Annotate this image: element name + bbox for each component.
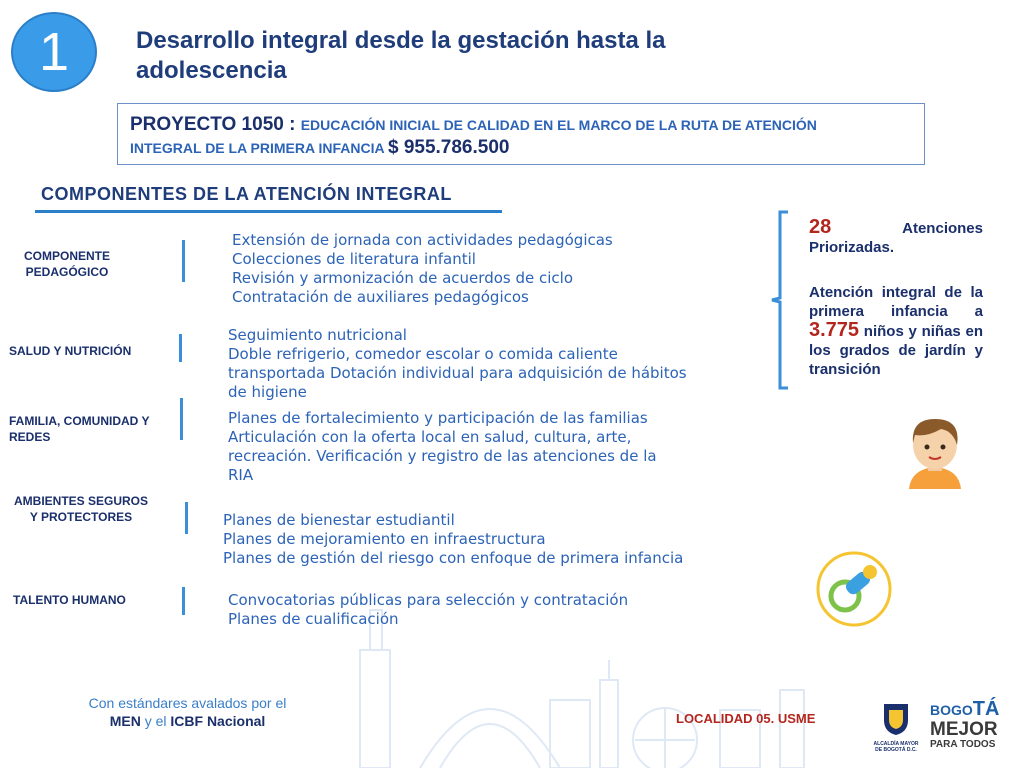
component-label-line: SALUD Y NUTRICIÓN: [9, 344, 132, 358]
standards-note: [60, 694, 315, 730]
component-items-pedagogico: [232, 231, 613, 307]
summary-attentions: [809, 218, 983, 257]
component-label-line: AMBIENTES SEGUROS: [13, 494, 148, 508]
list-item: Planes de fortalecimiento y participación de las familias: [228, 409, 648, 427]
list-item: Convocatorias públicas para selección y contratación: [228, 591, 629, 609]
list-item: Planes de cualificación: [228, 610, 399, 628]
component-label-line: REDES: [9, 430, 51, 444]
component-label-line: Y PROTECTORES: [29, 510, 133, 524]
project-label: PROYECTO 1050 :: [130, 114, 296, 135]
list-item: Seguimiento nutricional: [228, 326, 407, 344]
list-item: Colecciones de literatura infantil: [232, 250, 476, 268]
component-divider-bar: [180, 398, 183, 440]
components-heading: COMPONENTES DE LA ATENCIÓN INTEGRAL: [41, 184, 452, 204]
project-line-2: [130, 137, 912, 159]
list-item: transportada Dotación individual para adquisición de hábitos: [228, 364, 687, 382]
alcaldia-line2: DE BOGOTÁ D.C.: [875, 747, 917, 753]
bogota-mejor-logo: [930, 700, 1015, 751]
logo-para-todos: PARA TODOS: [930, 739, 996, 750]
men-label: MEN: [109, 713, 141, 729]
component-items-salud: [228, 326, 687, 402]
project-name-part2: INTEGRAL DE LA PRIMERA INFANCIA: [130, 140, 385, 156]
list-item: de higiene: [228, 383, 307, 401]
list-item: recreación. Verificación y registro de las atenciones de la: [228, 447, 657, 465]
icbf-label: ICBF Nacional: [170, 713, 266, 729]
component-label-talento: [13, 592, 126, 608]
alcaldia-line1: ALCALDÍA MAYOR: [873, 741, 919, 747]
logo-mejor: MEJOR: [930, 719, 998, 740]
coverage-prefix: Atención integral de la primera infancia a: [809, 284, 983, 320]
component-label-line: FAMILIA, COMUNIDAD Y: [9, 414, 150, 428]
standards-line2: [60, 712, 315, 730]
component-label-line: TALENTO HUMANO: [13, 593, 126, 607]
child-face-icon: [903, 415, 967, 489]
project-line-1: [130, 113, 912, 137]
logo-bogo: BOGO: [930, 702, 973, 718]
section-number-badge: 1: [11, 12, 97, 92]
component-label-line: PEDAGÓGICO: [25, 265, 109, 279]
component-label-line: COMPONENTE: [23, 249, 110, 263]
list-item: Contratación de auxiliares pedagógicos: [232, 288, 529, 306]
project-box: [117, 103, 925, 165]
children-number: 3.775: [809, 319, 860, 341]
component-divider-bar: [179, 334, 182, 362]
list-item: Extensión de jornada con actividades pedagógicas: [232, 231, 613, 249]
component-divider-bar: [182, 240, 185, 282]
component-label-salud: [9, 343, 131, 359]
list-item: RIA: [228, 466, 254, 484]
coat-of-arms-icon: [881, 702, 911, 736]
list-item: Revisión y armonización de acuerdos de ciclo: [232, 269, 573, 287]
alcaldia-logo: [868, 702, 924, 753]
component-label-pedagogico: [17, 248, 117, 280]
component-items-familia: [228, 409, 657, 485]
summary-coverage: [809, 283, 983, 379]
component-items-ambientes: [223, 511, 683, 568]
list-item: Planes de mejoramiento en infraestructura: [223, 530, 546, 548]
list-item: Doble refrigerio, comedor escolar o comida caliente: [228, 345, 618, 363]
summary-bracket: [770, 210, 792, 390]
logo-ta: TÁ: [972, 698, 1000, 720]
page-title: Desarrollo integral desde la gestación hasta la adolescencia: [136, 27, 666, 84]
component-divider-bar: [185, 502, 188, 534]
components-heading-underline: [35, 210, 502, 213]
pacifier-icon: [815, 550, 893, 628]
project-amount: $ 955.786.500: [387, 137, 510, 158]
list-item: Articulación con la oferta local en salud, cultura, arte,: [228, 428, 632, 446]
standards-line1: Con estándares avalados por el: [88, 695, 287, 711]
component-label-familia: [9, 413, 149, 445]
list-item: Planes de gestión del riesgo con enfoque de primera infancia: [223, 549, 684, 567]
attentions-text: Atenciones Priorizadas.: [809, 220, 983, 256]
component-items-talento: [228, 591, 628, 629]
connector-text: y el: [144, 713, 167, 729]
coverage-suffix: niños y niñas en los grados de jardín y transición: [809, 323, 983, 378]
project-name-part1: EDUCACIÓN INICIAL DE CALIDAD EN EL MARCO DE LA RUTA DE ATENCIÓN: [300, 117, 817, 133]
component-divider-bar: [182, 587, 185, 615]
localidad-label: LOCALIDAD 05. USME: [676, 711, 816, 726]
component-label-ambientes: [7, 493, 155, 525]
attentions-number: 28: [809, 216, 832, 238]
list-item: Planes de bienestar estudiantil: [223, 511, 455, 529]
